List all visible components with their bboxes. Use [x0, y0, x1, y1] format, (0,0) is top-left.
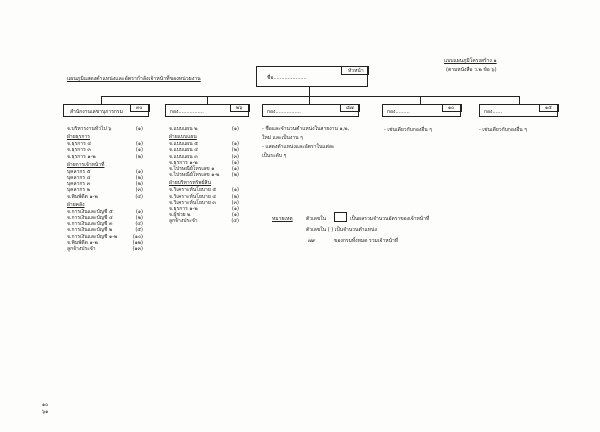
position-count: (๑) [135, 141, 143, 148]
column-division-2 [262, 125, 372, 161]
connector-drop-2 [207, 96, 208, 104]
position-count: (๑) [231, 166, 239, 173]
position-name: บุคลากร ๔ [67, 175, 91, 182]
position-name: จ.การเงินและบัญชี ๑-๒ [67, 233, 118, 240]
position-name: จ.ไปรษณีย์โทรเลข ๑ [169, 166, 215, 173]
column-division-1 [169, 126, 239, 225]
note-line: ใหม่ และเป็นงาน ๆ [262, 135, 303, 141]
position-name: บุคลากร ๒ [67, 187, 90, 194]
position-name: จ.แบบแผน ๕ [169, 141, 199, 148]
position-count: (๑) [231, 159, 239, 166]
position-count: (๑) [231, 206, 239, 213]
position-row [169, 172, 239, 178]
position-count: (๒) [231, 147, 239, 154]
note-line-2: ตัวเลขใน ( ) เป็นจำนวนตำแหน่ง [306, 227, 377, 233]
position-count: (๑) [231, 141, 239, 148]
position-count: (๒) [135, 175, 143, 182]
position-count: (๒) [135, 153, 143, 160]
position-count: (๒) [231, 193, 239, 200]
position-name: จ.แบบแผน ๒ [169, 126, 198, 132]
column-division-4-note: - เช่นเดียวกับกองอื่น ๆ [479, 127, 527, 133]
position-count: (๓) [135, 187, 143, 194]
position-name: จ.การเงินและบัญชี ๕ [67, 208, 113, 215]
page-number-sub: ๖๑ [42, 409, 49, 415]
position-count: (๑๐) [132, 233, 143, 240]
position-name: จ.ธุรการ ๔ [67, 141, 92, 148]
position-count: (๔) [135, 193, 143, 200]
position-name: จ.ผู้ช่วย ๒ [169, 212, 191, 219]
position-name: จ.ธุรการ ๑-๒ [169, 206, 198, 213]
position-name: จ.พิมพ์ดีด ๑-๒ [67, 193, 98, 200]
position-count: (๒) [135, 215, 143, 222]
unit-box-division-4 [479, 104, 558, 117]
position-name: บุคลากร ๕ [67, 168, 91, 175]
note-line: เป็นระดับ ๆ [262, 153, 287, 159]
position-count: (๒) [135, 181, 143, 188]
position-count: (๓) [231, 153, 239, 160]
position-count: (๑๒) [132, 239, 143, 246]
unit-tag: ๑๐ [442, 104, 462, 112]
connector-drop-5 [519, 96, 520, 104]
unit-box-division-1 [165, 104, 249, 117]
chart-heading: แผนภูมิแสดงตำแหน่งและอัตรากำลังเจ้าหน้าที่ของหน่วยงาน [67, 76, 201, 82]
position-name: ลูกจ้างประจำ [169, 218, 198, 225]
position-name: จ.วิเคราะห์นโยบาย ๕ [169, 187, 217, 194]
position-name: จ.ธุรการ ๑-๒ [169, 159, 198, 166]
column-secretariat [67, 126, 143, 252]
position-name: จ.การเงินและบัญชี ๓ [67, 221, 113, 228]
position-name: จ.บริหารงานทั่วไป ๖ [67, 126, 112, 132]
note-heading: หมายเหตุ [272, 216, 293, 222]
top-box [256, 66, 368, 87]
form-title: แบบแผนภูมิโครงสร้าง ๑ [444, 58, 497, 64]
position-count: (๔) [231, 218, 239, 225]
unit-tag: ๘๗ [340, 104, 360, 112]
position-count: (๑) [135, 126, 143, 132]
position-name: จ.ไปรษณีย์โทรเลข ๑-๒ [169, 172, 220, 179]
position-count: (๑๓) [132, 246, 143, 253]
position-count: (๑) [135, 208, 143, 215]
position-name: จ.การเงินและบัญชี ๒ [67, 227, 113, 234]
position-name: จ.วิเคราะห์นโยบาย ๓ [169, 199, 216, 206]
section-heading: ฝ่ายการเจ้าหน้าที่ [67, 161, 105, 168]
section-heading: ฝ่ายคลัง [67, 201, 85, 208]
position-name: จ.พิมพ์ดีด ๑-๒ [67, 239, 98, 246]
unit-box-division-3 [382, 104, 461, 117]
unit-label: กอง......... [387, 109, 410, 115]
position-count: (๒) [231, 172, 239, 179]
connector-drop-4 [420, 96, 421, 104]
connector-drop-3 [309, 96, 310, 104]
position-name: จ.วิเคราะห์นโยบาย ๔ [169, 193, 217, 200]
section-heading: ฝ่ายธุรการ [67, 134, 90, 141]
position-name: ลูกจ้างประจำ [67, 246, 96, 253]
note-line: - ชื่อและจำนวนตำแหน่งในสายงาน ๑,๒, [262, 126, 350, 132]
unit-box-division-2 [262, 104, 359, 117]
section-heading: ฝ่ายบริหารทรัพย์สิน [169, 180, 211, 187]
form-subtitle: (ตามหนังสือ ว.๒ ข้อ ๖) [446, 67, 497, 73]
note-line-1b: เป็นผลรวมจำนวนอัตราของเจ้าหน้าที่ [350, 216, 430, 222]
position-name: บุคลากร ๓ [67, 181, 91, 188]
note-line-3b: ของกรมทั้งหมด รวมเจ้าหน้าที่ [334, 238, 399, 244]
position-count: (๑) [231, 212, 239, 219]
position-row [67, 126, 143, 132]
page-number: ๑๐ [42, 402, 49, 408]
position-row [169, 218, 239, 224]
unit-box-secretariat [63, 104, 149, 117]
connector-horizontal [101, 96, 519, 97]
position-name: จ.แบบแผน ๓ [169, 153, 198, 160]
unit-tag: ๒๖ [230, 104, 250, 112]
unit-tag: ๓๐ [130, 104, 150, 112]
note-line-1a: ตัวเลขใน [306, 216, 327, 222]
note-line: - แสดงตำแหน่งและอัตราในแต่ละ [262, 144, 335, 150]
position-row [67, 154, 143, 160]
column-division-3-note: - เช่นเดียวกับกองอื่น ๆ [384, 127, 432, 133]
position-count: (๑) [231, 187, 239, 194]
unit-label: กอง................ [170, 109, 204, 115]
position-name: จ.แบบแผน ๔ [169, 147, 199, 154]
connector-drop-1 [101, 96, 102, 104]
position-row [67, 194, 143, 200]
unit-label: กอง................ [267, 109, 301, 115]
unit-tag: ๑๕ [539, 104, 559, 112]
section-heading: ฝ่ายแบบแผน [169, 134, 197, 141]
position-count: (๑) [231, 126, 239, 132]
position-count: (๓) [231, 199, 239, 206]
position-count: (๑) [135, 168, 143, 175]
connector-vertical [309, 87, 310, 96]
position-count: (๔) [135, 221, 143, 228]
position-count: (๑) [135, 147, 143, 154]
position-name: จ.ธุรการ ๑-๒ [67, 153, 96, 160]
note-line-3a: ๗๙ [308, 238, 316, 244]
note-box-symbol [334, 212, 347, 222]
top-box-tag: หัวหน้า [341, 66, 369, 75]
position-count: (๕) [135, 227, 143, 234]
position-name: จ.การเงินและบัญชี ๔ [67, 215, 113, 222]
unit-label: สำนักงานเลขานุการกรม [70, 109, 123, 115]
position-name: จ.ธุรการ ๓ [67, 147, 91, 154]
unit-label: กอง...... [484, 109, 503, 115]
position-row [169, 126, 239, 132]
top-box-label: ชื่อ..................... [267, 75, 307, 81]
position-row [67, 246, 143, 252]
